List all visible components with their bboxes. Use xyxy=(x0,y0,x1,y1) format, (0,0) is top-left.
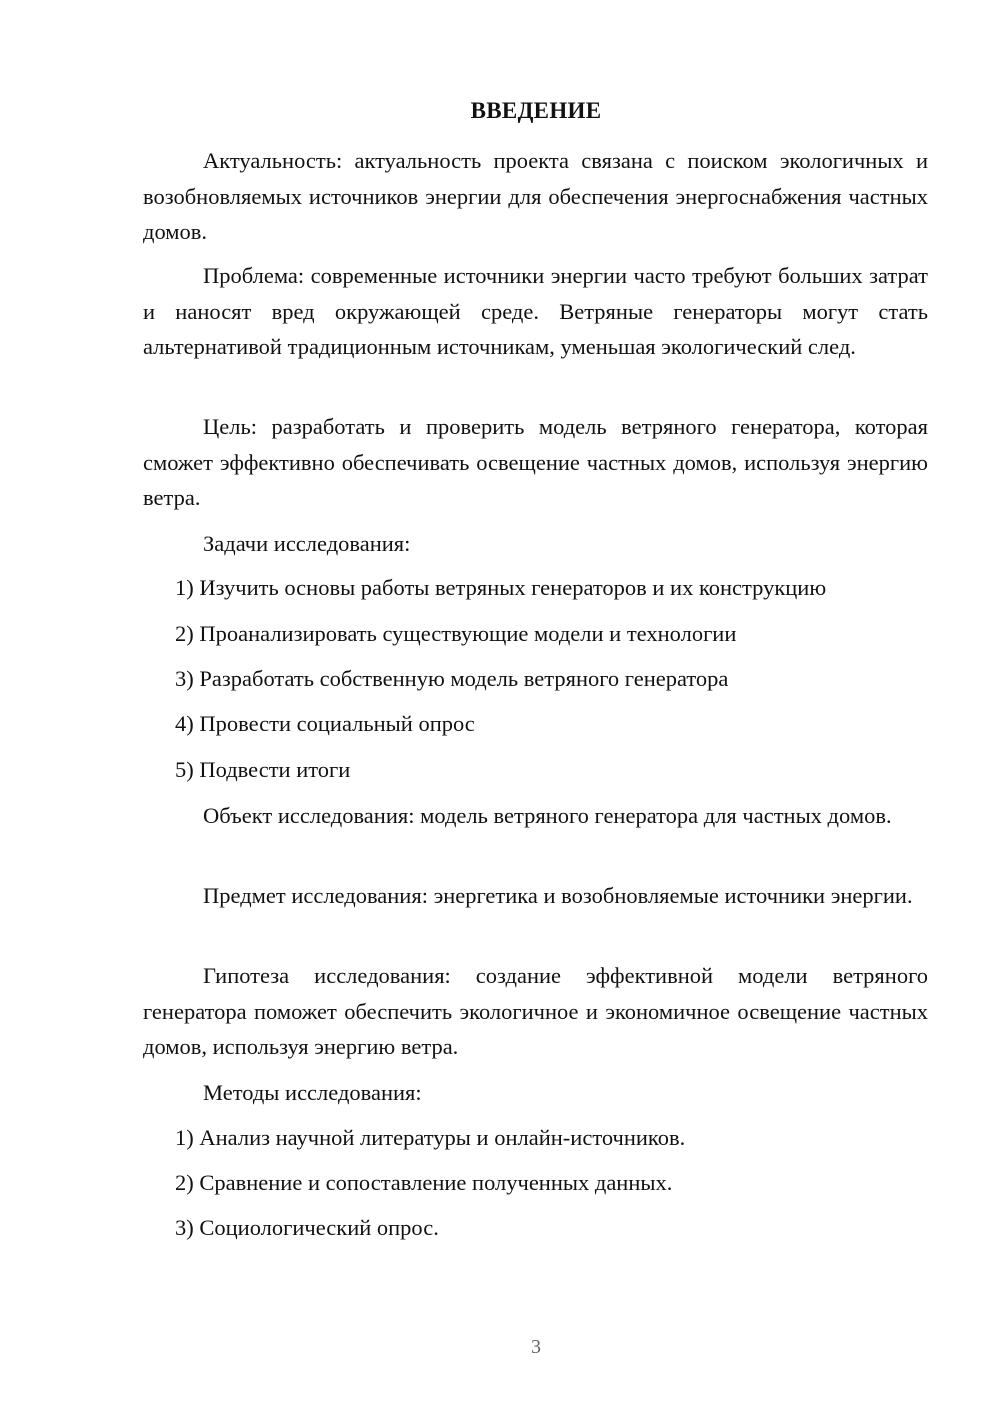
methods-title: Методы исследования: xyxy=(203,1080,422,1105)
task-list-item: 2) Проанализировать существующие модели и технологии xyxy=(175,621,737,646)
method-list-item: 2) Сравнение и сопоставление полученных данных. xyxy=(175,1170,673,1195)
tasks-title: Задачи исследования: xyxy=(203,531,411,556)
paragraph-subject: Предмет исследования: энергетика и возобновляемые источники энергии. xyxy=(203,883,913,908)
paragraph-relevance: Актуальность: актуальность проекта связана с поиском экологичных и возобновляемых источников энергии для обеспечения энергоснабжения частных домов. xyxy=(143,148,928,245)
paragraph-problem: Проблема: современные источники энергии часто требуют больших затрат и наносят вред окружающей среде. Ветряные генераторы могут стать альтернативой традиционным источникам, уменьшая экологический след. xyxy=(143,263,928,360)
task-list-item: 4) Провести социальный опрос xyxy=(175,711,475,736)
task-list-item: 3) Разработать собственную модель ветряного генератора xyxy=(175,666,729,691)
method-list-item: 3) Социологический опрос. xyxy=(175,1215,439,1240)
task-list-item: 1) Изучить основы работы ветряных генераторов и их конструкцию xyxy=(175,575,827,600)
method-list-item: 1) Анализ научной литературы и онлайн-источников. xyxy=(175,1125,686,1150)
paragraph-hypothesis: Гипотеза исследования: создание эффективной модели ветряного генератора поможет обеспечить экологичное и экономичное освещение частных домов, используя энергию ветра. xyxy=(143,963,928,1060)
paragraph-goal: Цель: разработать и проверить модель ветряного генератора, которая сможет эффективно обеспечивать освещение частных домов, используя энергию ветра. xyxy=(143,414,928,511)
page-title: ВВЕДЕНИЕ xyxy=(470,98,602,123)
paragraph-object: Объект исследования: модель ветряного генератора для частных домов. xyxy=(203,803,892,828)
page-number: 3 xyxy=(531,1336,541,1358)
task-list-item: 5) Подвести итоги xyxy=(175,757,351,782)
